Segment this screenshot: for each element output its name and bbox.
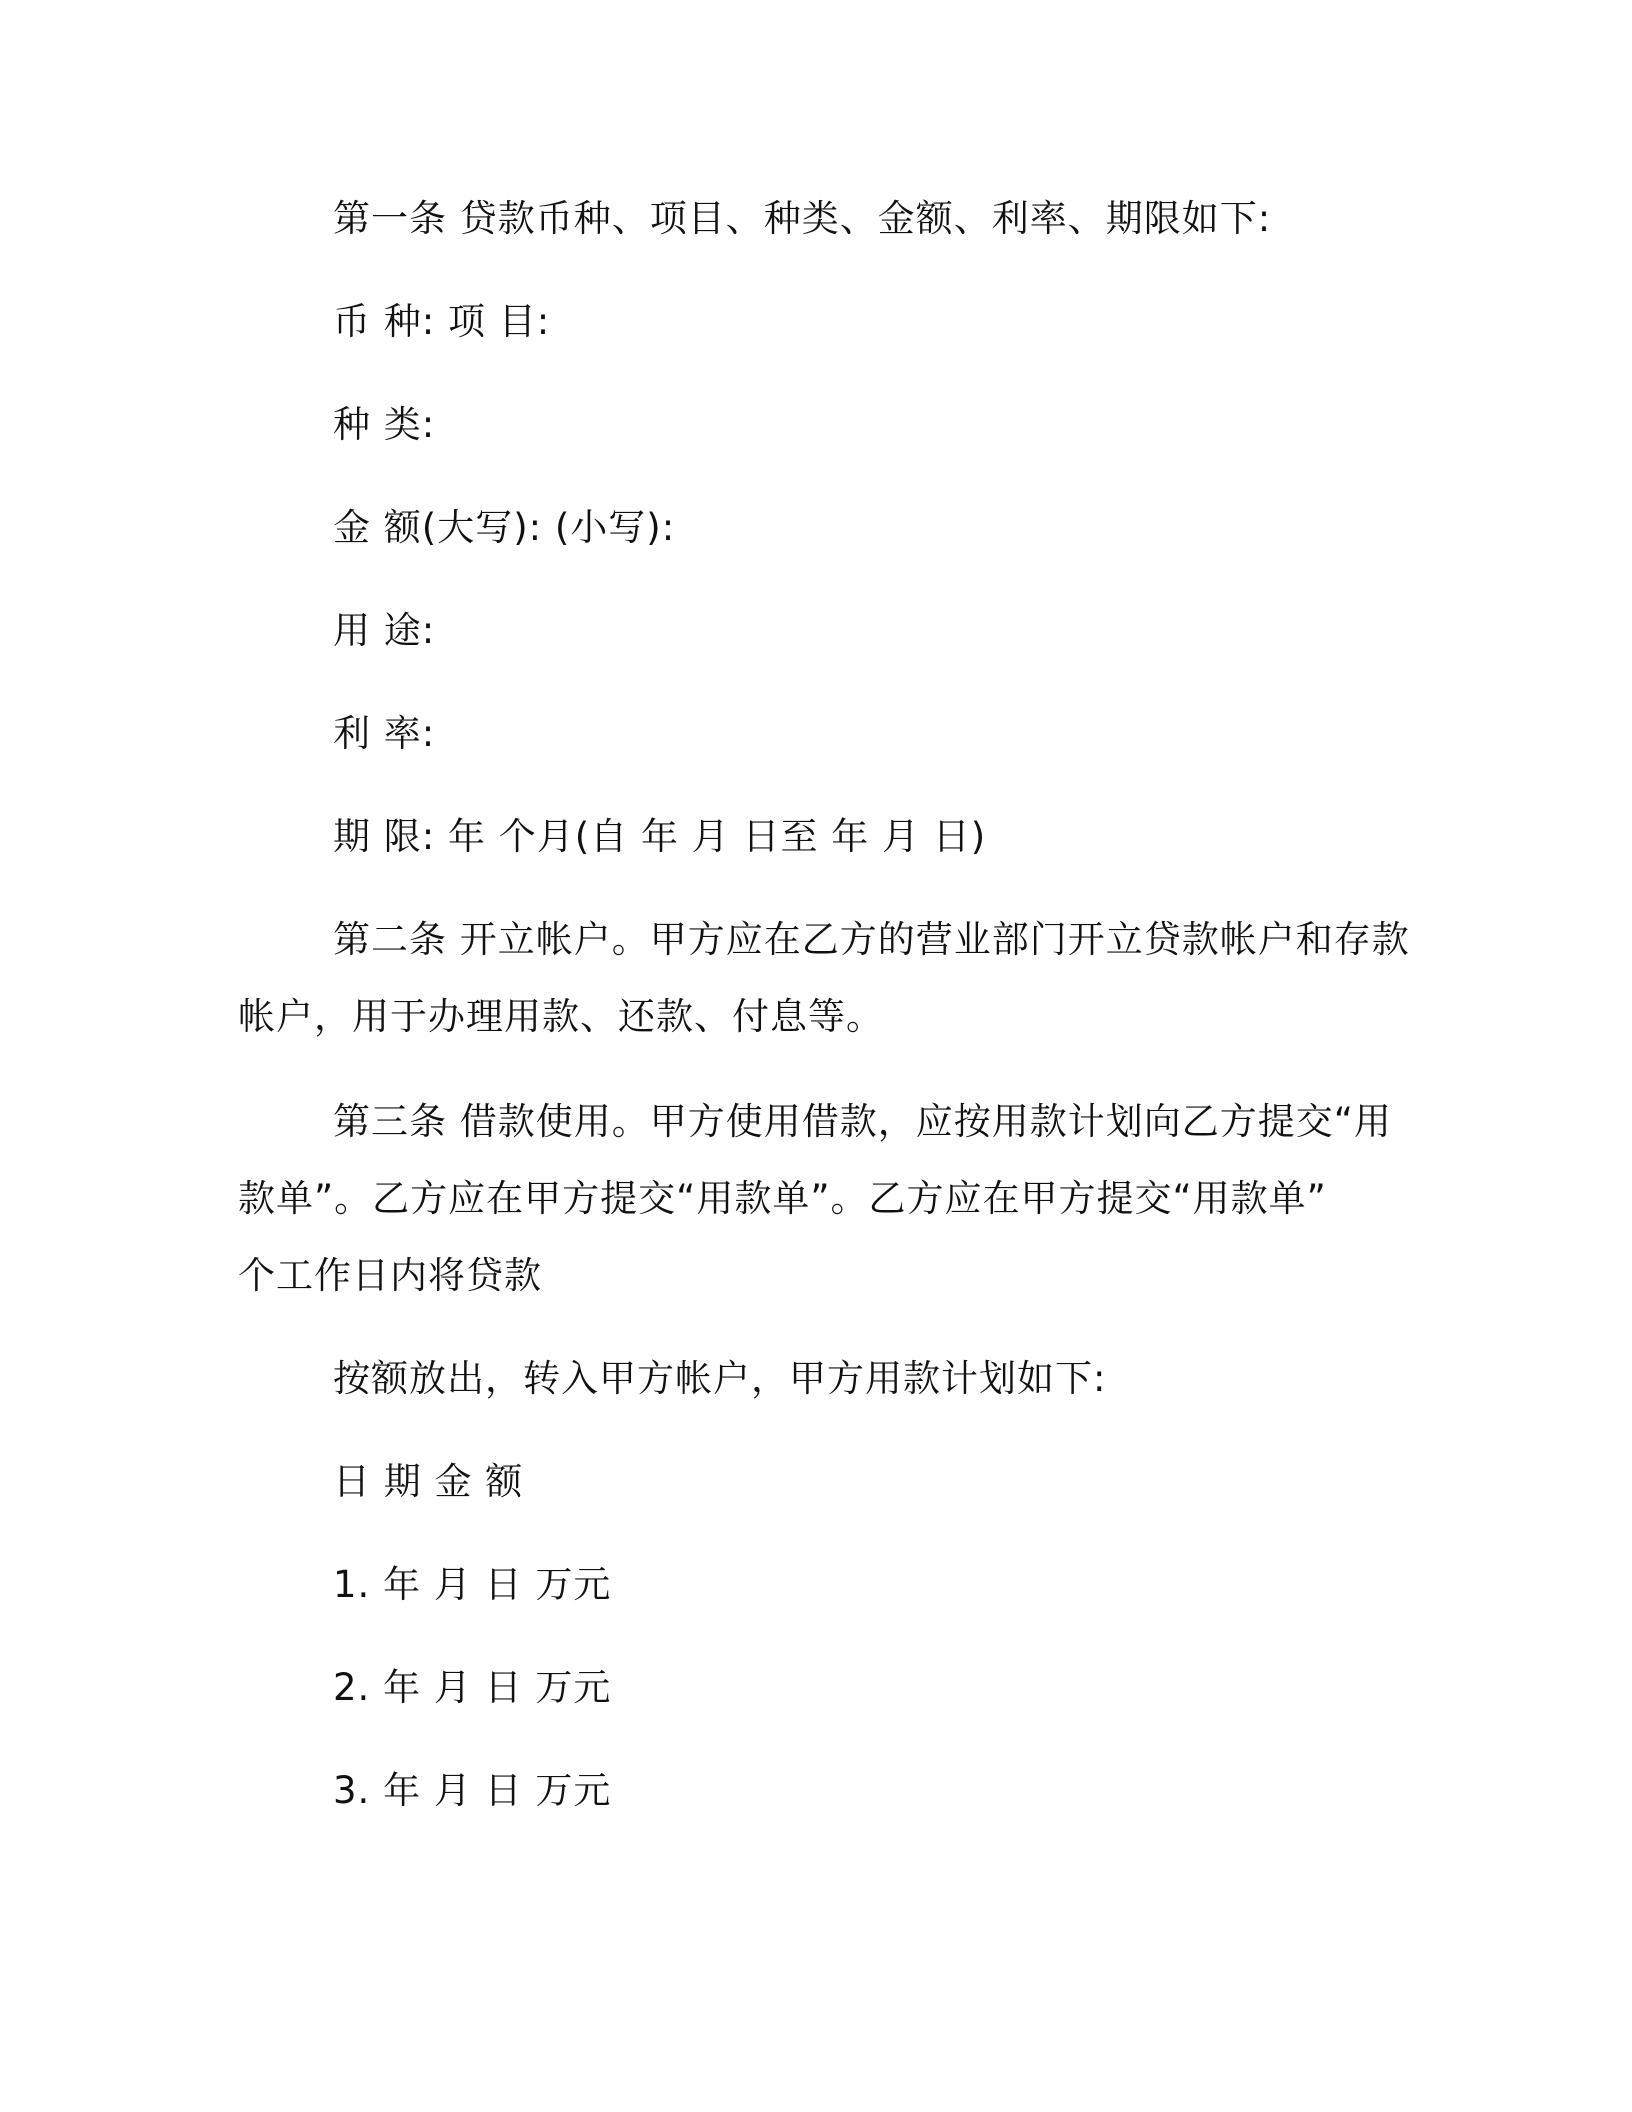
currency-item-line: 币 种: 项 目:: [333, 300, 551, 343]
term-line: 期 限: 年 个月(自 年 月 日至 年 月 日): [333, 815, 987, 858]
schedule-header: 日 期 金 额: [333, 1460, 524, 1503]
purpose-line: 用 途:: [333, 609, 436, 652]
rate-line: 利 率:: [333, 712, 436, 755]
article-1-heading: 第一条 贷款币种、项目、种类、金额、利率、期限如下:: [333, 197, 1272, 240]
article-3-line-1: 第三条 借款使用。甲方使用借款，应按用款计划向乙方提交“用: [333, 1100, 1392, 1143]
type-line: 种 类:: [333, 403, 436, 446]
schedule-row: 2. 年 月 日 万元: [333, 1666, 612, 1709]
schedule-row: 3. 年 月 日 万元: [333, 1769, 612, 1812]
disbursement-line: 按额放出，转入甲方帐户，甲方用款计划如下:: [333, 1357, 1107, 1400]
schedule-row: 1. 年 月 日 万元: [333, 1563, 612, 1606]
article-2-line-1: 第二条 开立帐户。甲方应在乙方的营业部门开立贷款帐户和存款: [333, 918, 1410, 961]
article-3-line-2: 款单”。乙方应在甲方提交“用款单”。乙方应在甲方提交“用款单”: [238, 1177, 1327, 1220]
article-3-line-3: 个工作日内将贷款: [238, 1254, 542, 1297]
article-2-line-2: 帐户，用于办理用款、还款、付息等。: [238, 995, 884, 1038]
amount-line: 金 额(大写): (小写):: [333, 506, 676, 549]
